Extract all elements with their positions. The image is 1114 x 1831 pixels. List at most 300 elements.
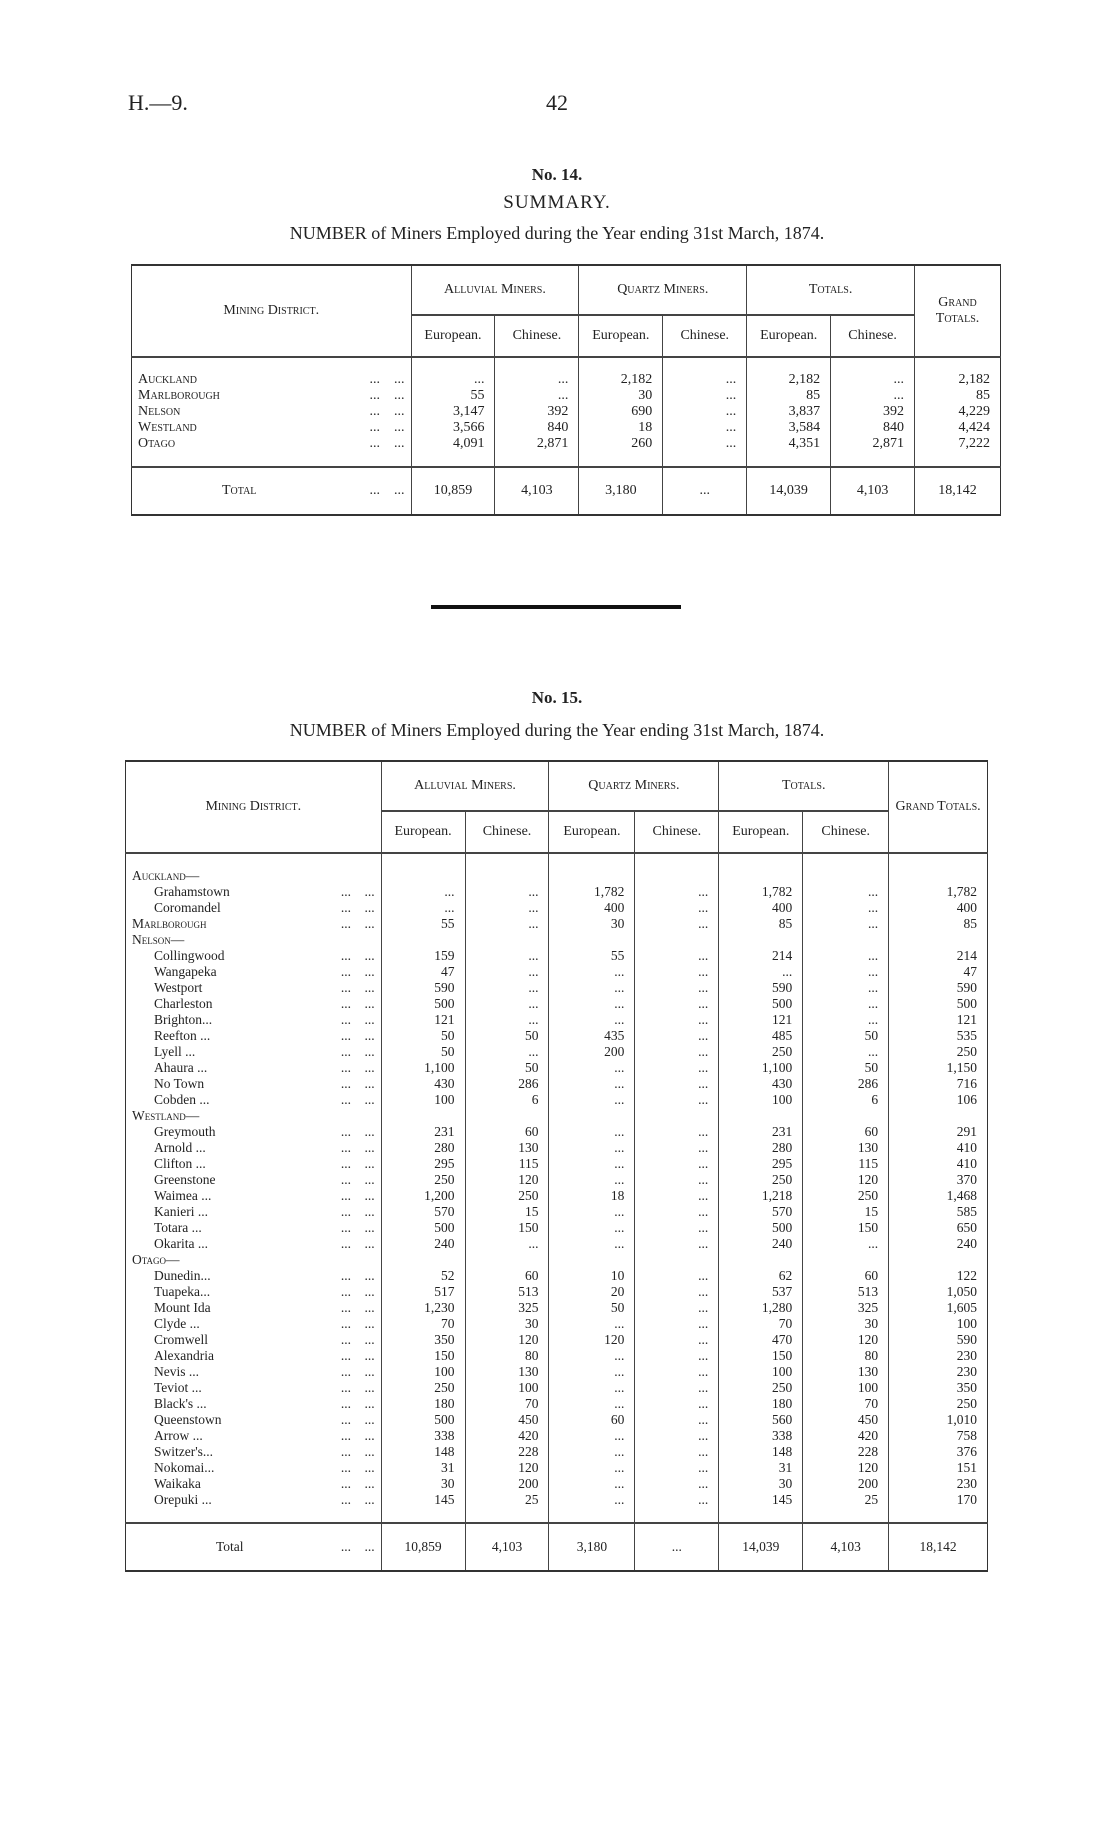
cell-value: ...: [381, 884, 465, 900]
cell-value: ...: [803, 964, 889, 980]
cell-value: ...: [465, 964, 549, 980]
leader-dots: ... ...: [340, 1364, 375, 1379]
district-label: Westland: [138, 420, 197, 435]
cell-value: 400: [889, 900, 988, 916]
cell-value: 70: [803, 1396, 889, 1412]
cell-value: 4,229: [915, 404, 1001, 420]
cell-value: ...: [635, 1028, 719, 1044]
cell-value: 30: [549, 916, 635, 932]
leader-dots: ... ...: [369, 420, 405, 435]
header-grand-totals: Grand Totals.: [915, 265, 1001, 357]
cell-value: 228: [803, 1444, 889, 1460]
spacer-cell: [549, 853, 635, 868]
table-row: [126, 1444, 988, 1460]
cell-value: 120: [465, 1460, 549, 1476]
cell-value: 260: [579, 436, 663, 452]
cell-value: 100: [381, 1092, 465, 1108]
cell-value: ...: [549, 1012, 635, 1028]
cell-value: [381, 1108, 465, 1124]
spacer-cell: [635, 853, 719, 868]
cell-value: 2,182: [579, 372, 663, 388]
cell-value: 30: [465, 1316, 549, 1332]
cell-value: 50: [381, 1028, 465, 1044]
table-row: [126, 1364, 988, 1380]
leader-dots: ... ...: [340, 1428, 375, 1443]
cell-value: ...: [465, 1044, 549, 1060]
cell-value: 430: [381, 1076, 465, 1092]
cell-value: 500: [719, 1220, 803, 1236]
cell-value: 60: [549, 1412, 635, 1428]
cell-value: ...: [465, 884, 549, 900]
cell-value: 50: [803, 1028, 889, 1044]
cell-value: 590: [719, 980, 803, 996]
cell-value: ...: [549, 1492, 635, 1508]
district-name: [126, 1140, 382, 1156]
cell-value: ...: [635, 1220, 719, 1236]
cell-value: [549, 932, 635, 948]
cell-value: 151: [889, 1460, 988, 1476]
cell-value: [381, 932, 465, 948]
spacer-cell: [831, 452, 915, 467]
cell-value: [635, 868, 719, 884]
cell-value: 214: [889, 948, 988, 964]
cell-value: [635, 1108, 719, 1124]
district-name: [126, 1364, 382, 1380]
table-row: [126, 1220, 988, 1236]
cell-value: 500: [381, 996, 465, 1012]
cell-value: ...: [635, 1380, 719, 1396]
cell-value: ...: [635, 1092, 719, 1108]
cell-value: 231: [719, 1124, 803, 1140]
district-label: Clifton ...: [154, 1156, 206, 1171]
cell-value: ...: [635, 1076, 719, 1092]
district-name: [132, 420, 412, 436]
leader-dots: ... ...: [340, 1380, 375, 1395]
leader-dots: ... ...: [340, 1300, 375, 1315]
cell-value: 150: [465, 1220, 549, 1236]
district-label: Okarita ...: [154, 1236, 208, 1251]
district-name: [132, 404, 412, 420]
cell-value: 130: [803, 1140, 889, 1156]
district-name: [126, 1092, 382, 1108]
leader-dots: ... ...: [340, 1332, 375, 1347]
cell-value: ...: [549, 1364, 635, 1380]
cell-value: 150: [803, 1220, 889, 1236]
cell-value: 70: [465, 1396, 549, 1412]
cell-value: ...: [549, 1220, 635, 1236]
total-value: 3,180: [579, 467, 663, 515]
cell-value: 690: [579, 404, 663, 420]
district-label: Mount Ida: [154, 1300, 211, 1315]
table-row: [126, 1060, 988, 1076]
district-name: [126, 1012, 382, 1028]
cell-value: 106: [889, 1092, 988, 1108]
cell-value: 650: [889, 1220, 988, 1236]
table-14-title: NUMBER of Miners Employed during the Year ending 31st March, 1874.: [289, 223, 825, 243]
cell-value: 1,050: [889, 1284, 988, 1300]
table-row: [126, 948, 988, 964]
cell-value: 60: [803, 1268, 889, 1284]
table-row: [126, 1188, 988, 1204]
cell-value: 3,147: [411, 404, 495, 420]
district-label: Clyde ...: [154, 1316, 200, 1331]
district-label: Marlborough: [132, 916, 207, 931]
cell-value: ...: [831, 372, 915, 388]
cell-value: 15: [465, 1204, 549, 1220]
cell-value: ...: [635, 1316, 719, 1332]
cell-value: 85: [747, 388, 831, 404]
cell-value: 180: [381, 1396, 465, 1412]
cell-value: ...: [803, 884, 889, 900]
cell-value: 100: [803, 1380, 889, 1396]
cell-value: 120: [465, 1172, 549, 1188]
spacer-cell: [719, 1508, 803, 1523]
spacer-cell: [889, 853, 988, 868]
spacer-cell: [747, 357, 831, 372]
cell-value: 4,424: [915, 420, 1001, 436]
cell-value: [465, 932, 549, 948]
district-label: Otago—: [132, 1252, 180, 1267]
total-value: 4,103: [831, 467, 915, 515]
total-value: 4,103: [465, 1523, 549, 1571]
cell-value: 1,605: [889, 1300, 988, 1316]
table-14-number: No. 14.: [531, 165, 583, 184]
cell-value: ...: [465, 996, 549, 1012]
cell-value: ...: [549, 1348, 635, 1364]
cell-value: [635, 1252, 719, 1268]
cell-value: ...: [635, 948, 719, 964]
leader-dots: ... ...: [340, 1188, 375, 1203]
district-label: Alexandria: [154, 1348, 214, 1363]
district-label: Arnold ...: [154, 1140, 206, 1155]
cell-value: 250: [719, 1044, 803, 1060]
table-body: [132, 357, 1001, 515]
spacer-cell: [915, 452, 1001, 467]
table-row: [126, 1204, 988, 1220]
cell-value: ...: [803, 1044, 889, 1060]
cell-value: 325: [465, 1300, 549, 1316]
cell-value: ...: [381, 900, 465, 916]
table-row: [126, 932, 988, 948]
cell-value: [465, 868, 549, 884]
cell-value: [889, 1252, 988, 1268]
cell-value: ...: [549, 1396, 635, 1412]
spacer-cell: [411, 452, 495, 467]
cell-value: 25: [465, 1492, 549, 1508]
cell-value: [381, 868, 465, 884]
cell-value: ...: [549, 1444, 635, 1460]
cell-value: [803, 932, 889, 948]
leader-dots: ... ...: [340, 948, 375, 963]
cell-value: ...: [549, 1060, 635, 1076]
leader-dots: ... ...: [340, 1539, 375, 1554]
leader-dots: ... ...: [340, 1220, 375, 1235]
district-label: Totara ...: [154, 1220, 202, 1235]
district-name: [126, 996, 382, 1012]
cell-value: 2,182: [915, 372, 1001, 388]
table-row: [126, 868, 988, 884]
district-name: [126, 1156, 382, 1172]
cell-value: 130: [465, 1364, 549, 1380]
district-name: [126, 868, 382, 884]
cell-value: ...: [635, 1444, 719, 1460]
cell-value: ...: [719, 964, 803, 980]
header-european: European.: [719, 811, 803, 853]
cell-value: 6: [803, 1092, 889, 1108]
cell-value: [889, 1108, 988, 1124]
table-row: [126, 1124, 988, 1140]
header-totals: Totals.: [747, 265, 915, 315]
spacer-cell: [495, 357, 579, 372]
spacer-cell: [381, 1508, 465, 1523]
leader-dots: ... ...: [340, 1060, 375, 1075]
leader-dots: ... ...: [369, 436, 405, 451]
table-row: [126, 884, 988, 900]
cell-value: 1,010: [889, 1412, 988, 1428]
header-mining-district: Mining District.: [126, 761, 382, 853]
cell-value: 30: [803, 1316, 889, 1332]
cell-value: ...: [635, 1476, 719, 1492]
cell-value: 286: [465, 1076, 549, 1092]
cell-value: 121: [381, 1012, 465, 1028]
cell-value: 1,200: [381, 1188, 465, 1204]
cell-value: 70: [719, 1316, 803, 1332]
cell-value: 148: [719, 1444, 803, 1460]
leader-dots: ... ...: [340, 1028, 375, 1043]
district-name: [126, 1236, 382, 1252]
cell-value: [635, 932, 719, 948]
table-row: [126, 1092, 988, 1108]
cell-value: 31: [381, 1460, 465, 1476]
cell-value: 758: [889, 1428, 988, 1444]
table-row: [132, 372, 1001, 388]
leader-dots: ... ...: [340, 1412, 375, 1427]
district-name: [126, 1188, 382, 1204]
cell-value: 376: [889, 1444, 988, 1460]
spacer-cell: [747, 452, 831, 467]
table-15-title: NUMBER of Miners Employed during the Year ending 31st March, 1874.: [289, 720, 825, 740]
cell-value: 240: [889, 1236, 988, 1252]
table-row: [126, 996, 988, 1012]
cell-value: 70: [381, 1316, 465, 1332]
spacer-cell: [549, 1508, 635, 1523]
spacer-cell: [579, 357, 663, 372]
spacer-cell: [465, 853, 549, 868]
table-row: [126, 1476, 988, 1492]
header-chinese: Chinese.: [803, 811, 889, 853]
leader-dots: ... ...: [369, 388, 405, 403]
district-name: [126, 1316, 382, 1332]
table-row: [126, 1012, 988, 1028]
cell-value: 295: [719, 1156, 803, 1172]
cell-value: 200: [803, 1476, 889, 1492]
table-row: [126, 1108, 988, 1124]
cell-value: ...: [549, 1316, 635, 1332]
spacer-cell: [126, 1508, 382, 1523]
cell-value: 100: [381, 1364, 465, 1380]
leader-dots: ... ...: [340, 1348, 375, 1363]
cell-value: 250: [381, 1380, 465, 1396]
cell-value: 170: [889, 1492, 988, 1508]
table-row: [126, 1332, 988, 1348]
cell-value: ...: [549, 1236, 635, 1252]
table-row: [126, 916, 988, 932]
leader-dots: ... ...: [340, 1140, 375, 1155]
district-label: Brighton...: [154, 1012, 213, 1027]
header-european: European.: [747, 315, 831, 357]
cell-value: ...: [549, 1140, 635, 1156]
table-row: [126, 1268, 988, 1284]
cell-value: ...: [549, 964, 635, 980]
cell-value: 280: [381, 1140, 465, 1156]
total-label-cell: [132, 467, 412, 515]
cell-value: 500: [381, 1220, 465, 1236]
spacer-cell: [889, 1508, 988, 1523]
cell-value: 250: [889, 1044, 988, 1060]
leader-dots: ... ...: [340, 1460, 375, 1475]
cell-value: 585: [889, 1204, 988, 1220]
cell-value: 590: [381, 980, 465, 996]
cell-value: 6: [465, 1092, 549, 1108]
cell-value: 4,091: [411, 436, 495, 452]
district-name: [126, 1460, 382, 1476]
district-label: Greenstone: [154, 1172, 216, 1187]
table-row: [132, 436, 1001, 452]
district-label: Collingwood: [154, 948, 225, 963]
district-label: Otago: [138, 436, 176, 451]
cell-value: 420: [803, 1428, 889, 1444]
cell-value: 55: [549, 948, 635, 964]
cell-value: [803, 1108, 889, 1124]
table-row: [126, 1300, 988, 1316]
spacer-cell: [126, 853, 382, 868]
district-name: [132, 372, 412, 388]
leader-dots: ... ...: [340, 1172, 375, 1187]
cell-value: 420: [465, 1428, 549, 1444]
cell-value: 60: [465, 1268, 549, 1284]
cell-value: 250: [889, 1396, 988, 1412]
leader-dots: ... ...: [340, 1204, 375, 1219]
cell-value: 47: [889, 964, 988, 980]
cell-value: 485: [719, 1028, 803, 1044]
leader-dots: ... ...: [340, 900, 375, 915]
total-value: 18,142: [915, 467, 1001, 515]
cell-value: 85: [719, 916, 803, 932]
district-label: Switzer's...: [154, 1444, 214, 1459]
cell-value: ...: [663, 420, 747, 436]
leader-dots: ... ...: [369, 483, 405, 498]
cell-value: ...: [635, 1396, 719, 1412]
leader-dots: ... ...: [340, 996, 375, 1011]
cell-value: ...: [803, 900, 889, 916]
table-row: [126, 1140, 988, 1156]
district-label: Kanieri ...: [154, 1204, 208, 1219]
cell-value: ...: [635, 1172, 719, 1188]
cell-value: 500: [381, 1412, 465, 1428]
cell-value: 50: [803, 1060, 889, 1076]
total-value: 4,103: [803, 1523, 889, 1571]
district-label: Marlborough: [138, 388, 220, 403]
district-label: Nokomai...: [154, 1460, 215, 1475]
cell-value: ...: [549, 1124, 635, 1140]
cell-value: 537: [719, 1284, 803, 1300]
leader-dots: ... ...: [340, 1076, 375, 1091]
cell-value: [719, 1252, 803, 1268]
cell-value: 31: [719, 1460, 803, 1476]
cell-value: 410: [889, 1140, 988, 1156]
cell-value: 570: [381, 1204, 465, 1220]
district-name: [126, 1028, 382, 1044]
cell-value: [381, 1252, 465, 1268]
cell-value: 500: [719, 996, 803, 1012]
spacer-cell: [663, 452, 747, 467]
cell-value: ...: [549, 1476, 635, 1492]
cell-value: 85: [889, 916, 988, 932]
leader-dots: ... ...: [340, 1268, 375, 1283]
district-name: [126, 884, 382, 900]
document-reference: H.—9.: [128, 90, 188, 115]
cell-value: [719, 1108, 803, 1124]
cell-value: 1,100: [719, 1060, 803, 1076]
district-label: Westland—: [132, 1108, 200, 1123]
spacer-cell: [831, 357, 915, 372]
district-label: Nevis ...: [154, 1364, 199, 1379]
district-label: Wangapeka: [154, 964, 217, 979]
cell-value: 325: [803, 1300, 889, 1316]
leader-dots: ... ...: [340, 1236, 375, 1251]
cell-value: ...: [549, 1380, 635, 1396]
leader-dots: ... ...: [340, 1124, 375, 1139]
spacer-cell: [663, 357, 747, 372]
cell-value: [719, 932, 803, 948]
header-row-groups: [132, 265, 1001, 315]
cell-value: ...: [635, 1428, 719, 1444]
district-name: [126, 1124, 382, 1140]
cell-value: 1,468: [889, 1188, 988, 1204]
header-row-groups: [126, 761, 988, 811]
cell-value: 400: [719, 900, 803, 916]
table-row: [126, 1284, 988, 1300]
total-value: 14,039: [719, 1523, 803, 1571]
cell-value: 560: [719, 1412, 803, 1428]
cell-value: 240: [381, 1236, 465, 1252]
cell-value: [889, 868, 988, 884]
cell-value: 1,218: [719, 1188, 803, 1204]
district-label: Nelson: [138, 404, 181, 419]
total-row: [132, 467, 1001, 515]
cell-value: ...: [635, 916, 719, 932]
cell-value: 47: [381, 964, 465, 980]
section-divider: [431, 605, 681, 609]
cell-value: 840: [831, 420, 915, 436]
district-name: [126, 1476, 382, 1492]
cell-value: 100: [719, 1364, 803, 1380]
cell-value: ...: [635, 1012, 719, 1028]
district-name: [126, 900, 382, 916]
district-name: [126, 932, 382, 948]
cell-value: ...: [663, 404, 747, 420]
total-value: ...: [635, 1523, 719, 1571]
district-name: [132, 436, 412, 452]
cell-value: ...: [663, 388, 747, 404]
summary-table: [131, 264, 1001, 516]
leader-dots: ... ...: [340, 1284, 375, 1299]
table-header: [132, 265, 1001, 357]
cell-value: ...: [635, 1236, 719, 1252]
cell-value: 410: [889, 1156, 988, 1172]
total-value: 14,039: [747, 467, 831, 515]
cell-value: 2,182: [747, 372, 831, 388]
